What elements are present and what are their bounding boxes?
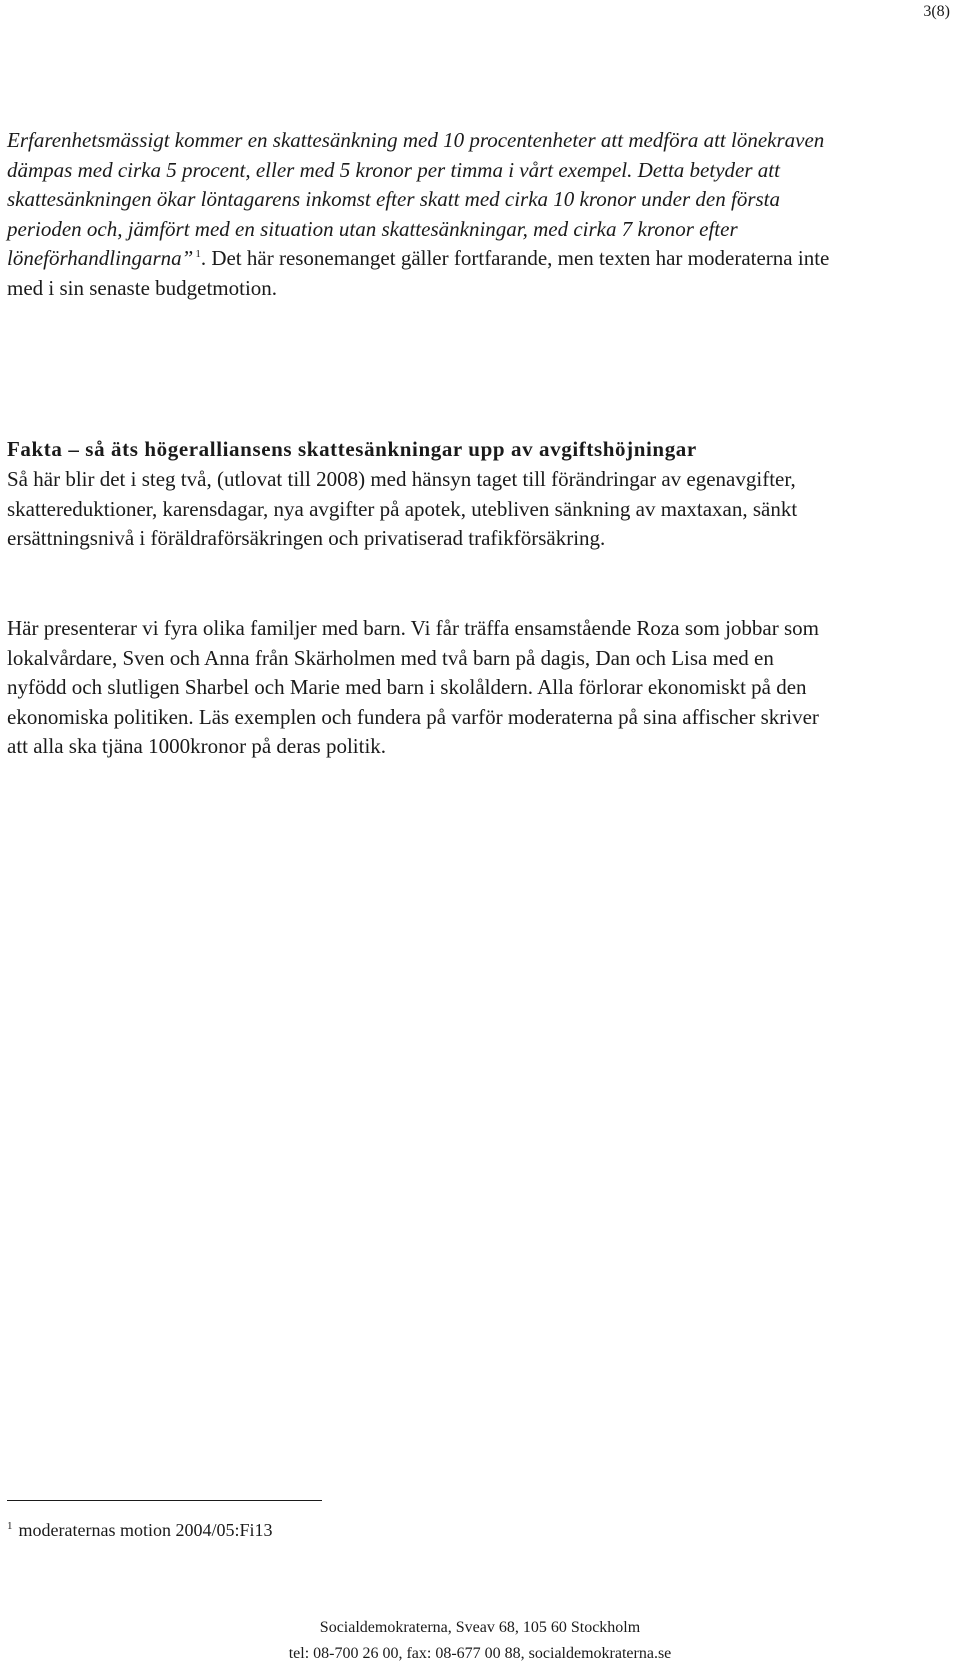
- section-paragraph-1: Så här blir det i steg två, (utlovat till 2008) med hänsyn taget till förändringar av egenavgifter, skattereduktioner, karensdagar, nya avgifter på apotek, utebliven sänkning av maxtaxan, sänkt ersättningsnivå i föräldraförsäkringen och privatiserad trafikförsäkring.: [7, 467, 798, 550]
- section-heading: Fakta – så äts högeralliansens skattesänkningar upp av avgiftshöjningar: [7, 437, 697, 461]
- intro-comment: . Det här resonemanget gäller fortfarande, men texten har moderaterna inte med i sin senaste budgetmotion.: [7, 246, 830, 300]
- footer-contact: tel: 08-700 26 00, fax: 08-677 00 88, socialdemokraterna.se: [288, 1645, 672, 1662]
- footnote-mark: 1: [7, 1520, 13, 1532]
- footnote: [7, 1518, 272, 1542]
- footnote-divider: [7, 1500, 322, 1501]
- intro-paragraph: [7, 126, 837, 303]
- footnote-text: moderaternas motion 2004/05:Fi13: [18, 1520, 273, 1540]
- footnote-reference: 1: [195, 248, 201, 260]
- footer-address: Socialdemokraterna, Sveav 68, 105 60 Stockholm: [319, 1619, 641, 1636]
- section-paragraph-2: Här presenterar vi fyra olika familjer med barn. Vi får träffa ensamstående Roza som jobbar som lokalvårdare, Sven och Anna från Skärholmen med två barn på dagis, Dan och Lisa med en nyfödd och slutligen Sharbel och Marie med barn i skolåldern. Alla förlorar ekonomiskt på den ekonomiska politiken. Läs exemplen och fundera på varför moderaterna på sina affischer skriver att alla ska tjäna 1000kronor på deras politik.: [7, 616, 819, 758]
- page-number: 3(8): [923, 3, 950, 20]
- intro-quote: Erfarenhetsmässigt kommer en skattesänkning med 10 procentenheter att medföra att lönekraven dämpas med cirka 5 procent, eller med 5 kronor per timma i vårt exempel. Detta betyder att skattesänkningen ökar löntagarens inkomst efter skatt med cirka 10 kronor under den första perioden och, jämfört med en situation utan skattesänkningar, med cirka 7 kronor efter löneförhandlingarna”: [7, 128, 825, 270]
